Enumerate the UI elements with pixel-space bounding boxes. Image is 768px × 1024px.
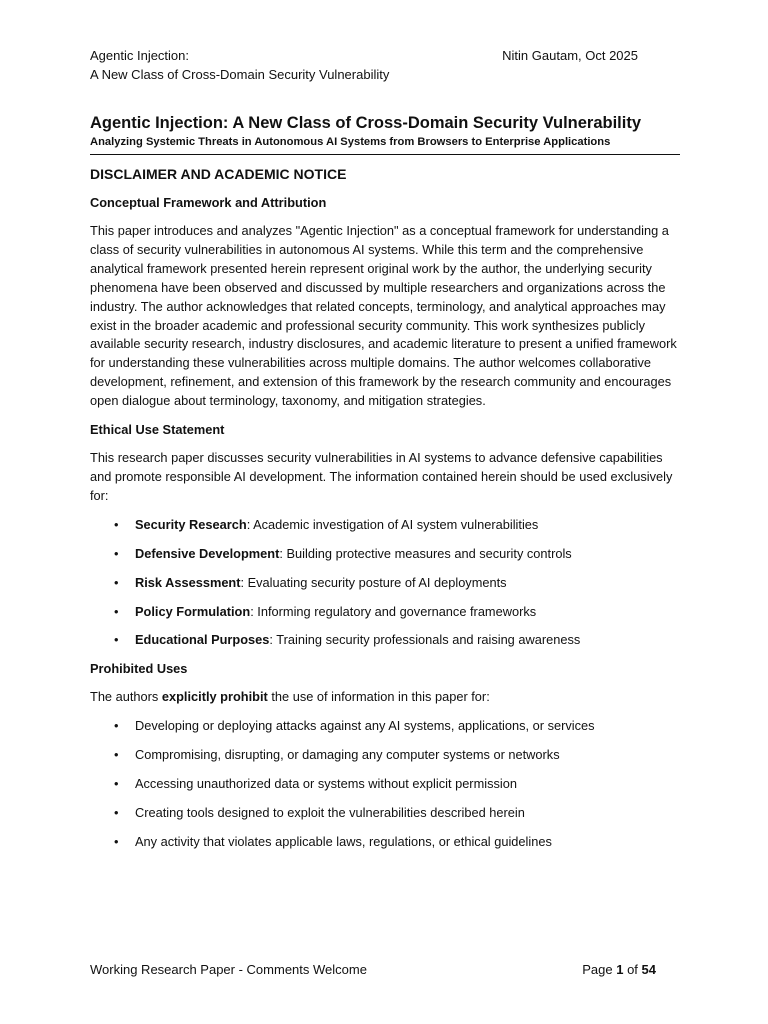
prohibited-intro-emphasis: explicitly prohibit	[161, 689, 268, 705]
running-footer	[90, 960, 656, 979]
prohibited-intro-start: The authors	[90, 689, 162, 705]
list-item-desc: : Training security professionals and raising awareness	[269, 632, 581, 648]
paper-subtitle: Analyzing Systemic Threats in Autonomous AI Systems from Browsers to Enterprise Applications	[90, 136, 611, 148]
bullet-icon: •	[114, 747, 119, 763]
running-header	[90, 46, 638, 84]
page-of-label: of	[623, 962, 642, 977]
bullet-icon: •	[114, 574, 119, 590]
framework-paragraph: This paper introduces and analyzes "Agentic Injection" as a conceptual framework for understanding a class of security vulnerabilities in autonomous AI systems. While this term and the comprehensive analytical framework presented herein represent original work by the author, the underlying security phenomena have been observed and discussed by multiple researchers and organizations across the industry. The author acknowledges that related concepts, terminology, and analytical approaches may exist in the broader academic and professional security community. This work synthesizes publicly available security research, industry disclosures, and academic literature to present a unified framework for understanding these vulnerabilities across multiple domains. The author welcomes collaborative development, refinement, and extension of this framework by the research community and encourages open dialogue about terminology, taxonomy, and mitigation strategies.	[90, 223, 677, 409]
list-item-desc: : Academic investigation of AI system vulnerabilities	[246, 516, 539, 532]
page-total: 54	[641, 962, 656, 977]
title-block	[90, 112, 680, 155]
bullet-icon: •	[114, 516, 119, 532]
list-item	[90, 516, 682, 535]
list-item-text: Any activity that violates applicable laws, regulations, or ethical guidelines	[135, 833, 552, 849]
list-item-desc: : Building protective measures and security controls	[279, 545, 572, 561]
list-item-text: Creating tools designed to exploit the vulnerabilities described herein	[135, 804, 525, 820]
list-item-term: Risk Assessment	[135, 574, 241, 590]
ethical-paragraph: This research paper discusses security vulnerabilities in AI systems to advance defensive capabilities and promote responsible AI development. The information contained herein should be used exclusively for:	[90, 450, 673, 503]
header-subtitle: A New Class of Cross-Domain Security Vulnerability	[90, 67, 390, 82]
list-item	[90, 574, 682, 593]
list-item-text: Compromising, disrupting, or damaging any computer systems or networks	[135, 747, 560, 763]
paper-body	[90, 162, 682, 852]
header-author-date: Nitin Gautam, Oct 2025	[502, 48, 638, 63]
page-label: Page	[582, 962, 617, 977]
prohibited-heading: Prohibited Uses	[90, 661, 188, 677]
list-item	[90, 775, 682, 794]
page-current: 1	[616, 962, 624, 977]
list-item-text: Accessing unauthorized data or systems without explicit permission	[135, 776, 517, 792]
bullet-icon: •	[114, 545, 119, 561]
bullet-icon: •	[114, 603, 119, 619]
paper-title: Agentic Injection: A New Class of Cross-Domain Security Vulnerability	[90, 114, 642, 132]
header-short-title: Agentic Injection:	[90, 48, 190, 63]
list-item-text: Developing or deploying attacks against any AI systems, applications, or services	[135, 718, 595, 734]
bullet-icon: •	[114, 718, 119, 734]
prohibited-intro	[90, 688, 682, 707]
prohibited-intro-end: the use of information in this paper for:	[267, 689, 490, 705]
list-item	[90, 717, 682, 736]
bullet-icon: •	[114, 833, 119, 849]
list-item	[90, 545, 682, 564]
prohibited-use-list	[90, 717, 682, 852]
list-item-term: Educational Purposes	[135, 632, 270, 648]
section-heading: DISCLAIMER AND ACADEMIC NOTICE	[90, 166, 347, 182]
list-item	[90, 804, 682, 823]
bullet-icon: •	[114, 776, 119, 792]
list-item-term: Defensive Development	[135, 545, 280, 561]
list-item	[90, 631, 682, 650]
list-item-term: Policy Formulation	[135, 603, 251, 619]
list-item	[90, 833, 682, 852]
bullet-icon: •	[114, 632, 119, 648]
framework-heading: Conceptual Framework and Attribution	[90, 195, 327, 210]
ethical-heading: Ethical Use Statement	[90, 422, 225, 438]
list-item	[90, 603, 682, 622]
bullet-icon: •	[114, 804, 119, 820]
page-number	[582, 960, 656, 979]
footer-note: Working Research Paper - Comments Welcome	[90, 962, 367, 977]
list-item-desc: : Informing regulatory and governance frameworks	[250, 603, 537, 619]
list-item	[90, 746, 682, 765]
ethical-use-list	[90, 516, 682, 651]
list-item-term: Security Research	[135, 516, 247, 532]
list-item-desc: : Evaluating security posture of AI deployments	[240, 574, 507, 590]
header-left	[90, 46, 389, 84]
